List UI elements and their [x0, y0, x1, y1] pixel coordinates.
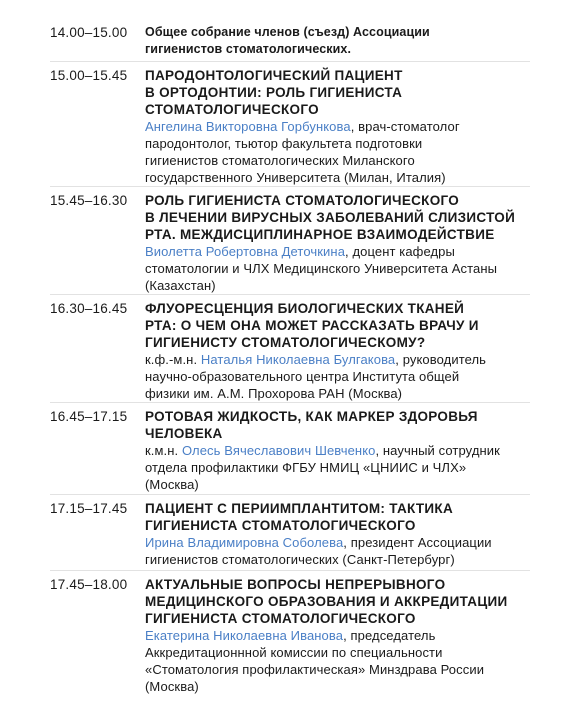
- speaker-role: , президент Ассоциации: [343, 535, 492, 550]
- speaker-role: , руководитель: [395, 352, 487, 367]
- session-title-line: РТА: О ЧЕМ ОНА МОЖЕТ РАССКАЗАТЬ ВРАЧУ И: [145, 318, 479, 333]
- session-title-line: ГИГИЕНИСТУ СТОМАТОЛОГИЧЕСКОМУ?: [145, 335, 426, 350]
- speaker-name[interactable]: Ангелина Викторовна Горбункова: [145, 119, 351, 134]
- speaker-details-line: отдела профилактики ФГБУ НМИЦ «ЦНИИС и ЧЛХ»: [145, 460, 467, 475]
- session-title-line: ЧЕЛОВЕКА: [145, 426, 223, 441]
- session-title-line: РОТОВАЯ ЖИДКОСТЬ, КАК МАРКЕР ЗДОРОВЬЯ: [145, 409, 478, 424]
- divider: [50, 402, 530, 403]
- session-content: [145, 408, 565, 493]
- session-title-line: РОЛЬ ГИГИЕНИСТА СТОМАТОЛОГИЧЕСКОГО: [145, 193, 460, 208]
- session-title-line: гигиенистов стоматологических.: [145, 42, 352, 56]
- speaker-details-line: научно-образовательного центра Института общей: [145, 369, 460, 384]
- time-slot: 16.30–16.45: [50, 301, 128, 316]
- time-slot: 15.00–15.45: [50, 68, 128, 83]
- speaker-name[interactable]: Ирина Владимировна Соболева: [145, 535, 344, 550]
- speaker-details-line: (Москва): [145, 477, 199, 492]
- speaker-name[interactable]: Олесь Вячеславович Шевченко: [181, 443, 376, 458]
- session-title-line: АКТУАЛЬНЫЕ ВОПРОСЫ НЕПРЕРЫВНОГО: [145, 577, 446, 592]
- speaker-line: [145, 442, 565, 459]
- speaker-details-line: Аккредитационнной комиссии по специальности: [145, 645, 443, 660]
- session-title-line: ФЛУОРЕСЦЕНЦИЯ БИОЛОГИЧЕСКИХ ТКАНЕЙ: [145, 301, 465, 316]
- session-title-line: МЕДИЦИНСКОГО ОБРАЗОВАНИЯ И АККРЕДИТАЦИИ: [145, 594, 508, 609]
- time-slot: 15.45–16.30: [50, 193, 128, 208]
- speaker-details-line: гигиенистов стоматологических Миланского: [145, 153, 415, 168]
- speaker-line: [145, 351, 565, 368]
- time-slot: 17.15–17.45: [50, 501, 128, 516]
- speaker-details-line: «Стоматология профилактическая» Минздрава России: [145, 662, 485, 677]
- session-content: [145, 67, 565, 186]
- session-title-line: В ОРТОДОНТИИ: РОЛЬ ГИГИЕНИСТА: [145, 85, 403, 100]
- speaker-details-line: пародонтолог, тьютор факультета подготовки: [145, 136, 423, 151]
- speaker-role: , научный сотрудник: [375, 443, 500, 458]
- speaker-role: , доцент кафедры: [345, 244, 455, 259]
- speaker-details-line: (Москва): [145, 679, 199, 694]
- speaker-role: , председатель: [343, 628, 436, 643]
- time-slot: 14.00–15.00: [50, 25, 128, 40]
- time-slot: 17.45–18.00: [50, 577, 128, 592]
- session-content: [145, 576, 565, 695]
- session-title-line: РТА. МЕЖДИСЦИПЛИНАРНОЕ ВЗАИМОДЕЙСТВИЕ: [145, 227, 495, 242]
- speaker-name[interactable]: Наталья Николаевна Булгакова: [200, 352, 396, 367]
- speaker-details-line: государственного Университета (Милан, Италия): [145, 170, 446, 185]
- session-title-line: СТОМАТОЛОГИЧЕСКОГО: [145, 102, 319, 117]
- time-slot: 16.45–17.15: [50, 409, 128, 424]
- speaker-details-line: стоматологии и ЧЛХ Медицинского Университета Астаны: [145, 261, 498, 276]
- speaker-degree: к.ф.-м.н.: [145, 352, 201, 367]
- session-title-line: ПАРОДОНТОЛОГИЧЕСКИЙ ПАЦИЕНТ: [145, 68, 403, 83]
- session-title-line: ГИГИЕНИСТА СТОМАТОЛОГИЧЕСКОГО: [145, 611, 416, 626]
- session-content: [145, 24, 565, 58]
- divider: [50, 570, 530, 571]
- speaker-details-line: физики им. А.М. Прохорова РАН (Москва): [145, 386, 403, 401]
- divider: [50, 294, 530, 295]
- speaker-details-line: (Казахстан): [145, 278, 216, 293]
- session-content: [145, 500, 565, 568]
- speaker-line: [145, 243, 565, 260]
- divider: [50, 494, 530, 495]
- session-title-line: ПАЦИЕНТ С ПЕРИИМПЛАНТИТОМ: ТАКТИКА: [145, 501, 454, 516]
- divider: [50, 61, 530, 62]
- speaker-name[interactable]: Екатерина Николаевна Иванова: [145, 628, 344, 643]
- session-title-line: ГИГИЕНИСТА СТОМАТОЛОГИЧЕСКОГО: [145, 518, 416, 533]
- speaker-details-line: гигиенистов стоматологических (Санкт-Петербург): [145, 552, 455, 567]
- speaker-role: , врач-стоматолог: [350, 119, 460, 134]
- session-title-line: В ЛЕЧЕНИИ ВИРУСНЫХ ЗАБОЛЕВАНИЙ СЛИЗИСТОЙ: [145, 210, 516, 225]
- speaker-line: [145, 534, 565, 551]
- session-content: [145, 300, 565, 402]
- speaker-name[interactable]: Виолетта Робертовна Деточкина: [145, 244, 346, 259]
- speaker-line: [145, 627, 565, 644]
- speaker-line: [145, 118, 565, 135]
- speaker-degree: к.м.н.: [145, 443, 182, 458]
- divider: [50, 186, 530, 187]
- session-title-line: Общее собрание членов (съезд) Ассоциации: [145, 25, 430, 39]
- session-content: [145, 192, 565, 294]
